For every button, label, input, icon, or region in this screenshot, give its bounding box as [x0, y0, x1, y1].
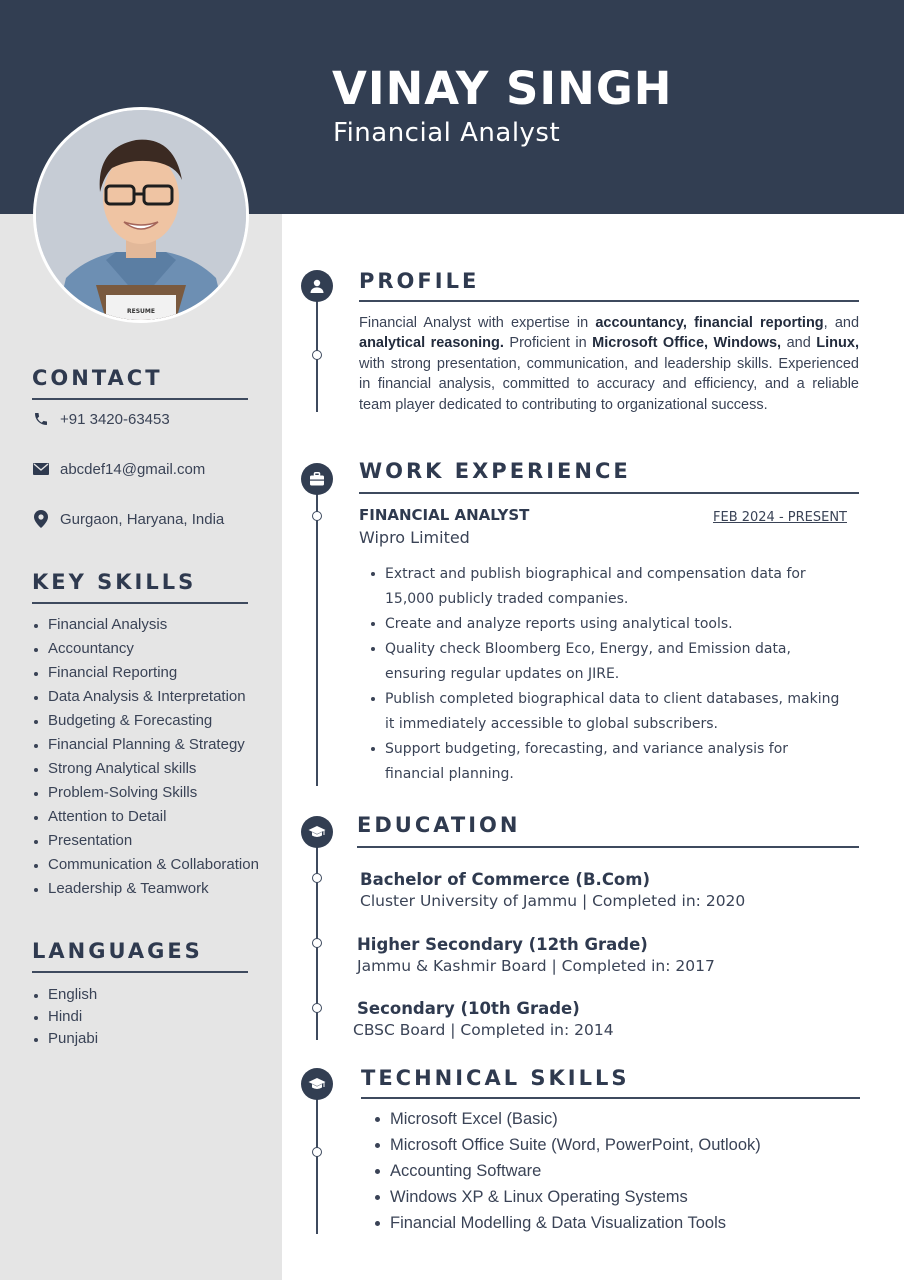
timeline-dot: [312, 1003, 322, 1013]
contact-phone[interactable]: [32, 410, 170, 428]
contact-location: [32, 510, 224, 528]
phone-icon: [32, 410, 50, 428]
language-item: Hindi: [32, 1008, 98, 1030]
key-skill-item: Communication & Collaboration: [32, 856, 259, 880]
profile-text-part: , and: [823, 315, 860, 331]
education-degree: Bachelor of Commerce (B.Com): [360, 870, 650, 889]
key-skill-item: Accountancy: [32, 640, 259, 664]
job-dates: FEB 2024 - PRESENT: [713, 510, 847, 525]
job-bullet: Create and analyze reports using analytical tools.: [369, 612, 849, 637]
language-item: English: [32, 986, 98, 1008]
key-skills-heading: KEY SKILLS: [32, 570, 197, 594]
key-skill-item: Financial Analysis: [32, 616, 259, 640]
job-position: FINANCIAL ANALYST: [359, 506, 530, 524]
location-pin-icon: [32, 510, 50, 528]
job-company: Wipro Limited: [359, 528, 470, 547]
technical-skills-heading: TECHNICAL SKILLS: [361, 1066, 630, 1090]
profile-text-bold: Linux,: [816, 335, 859, 352]
profile-photo: [33, 107, 249, 323]
key-skill-item: Strong Analytical skills: [32, 760, 259, 784]
timeline-line-work: [316, 478, 318, 786]
profile-text-part: and: [781, 335, 817, 352]
timeline-dot: [312, 938, 322, 948]
timeline-dot: [312, 511, 322, 521]
technical-skill-item: Microsoft Excel (Basic): [374, 1108, 761, 1134]
education-degree: Higher Secondary (12th Grade): [357, 935, 648, 954]
key-skill-item: Financial Reporting: [32, 664, 259, 688]
work-experience-heading: WORK EXPERIENCE: [359, 459, 631, 483]
candidate-name: VINAY SINGH: [332, 62, 673, 115]
job-title-subtitle: Financial Analyst: [333, 118, 561, 148]
graduation-cap-icon: [301, 1068, 333, 1100]
portrait-illustration: [36, 110, 246, 320]
education-degree: Secondary (10th Grade): [357, 999, 580, 1018]
job-responsibilities: [369, 562, 849, 787]
timeline-line-profile: [316, 286, 318, 412]
key-skill-item: Budgeting & Forecasting: [32, 712, 259, 736]
profile-text-part: Proficient in: [503, 335, 593, 352]
languages-heading: LANGUAGES: [32, 939, 203, 963]
technical-skill-item: Windows XP & Linux Operating Systems: [374, 1186, 761, 1212]
education-heading: EDUCATION: [357, 813, 521, 837]
graduation-cap-icon: [301, 816, 333, 848]
key-skills-divider: [32, 602, 248, 604]
timeline-line-technical: [316, 1084, 318, 1234]
key-skill-item: Problem-Solving Skills: [32, 784, 259, 808]
briefcase-icon: [301, 463, 333, 495]
education-detail: Jammu & Kashmir Board | Completed in: 2017: [357, 957, 715, 975]
contact-heading: CONTACT: [32, 366, 163, 390]
profile-text-bold: analytical reasoning.: [359, 335, 504, 352]
phone-text: +91 3420-63453: [60, 410, 170, 428]
education-detail: Cluster University of Jammu | Completed in: 2020: [360, 892, 746, 910]
job-bullet: Extract and publish biographical and compensation data for 15,000 publicly traded companies.: [369, 562, 849, 612]
person-icon: [301, 270, 333, 302]
technical-skill-item: Financial Modelling & Data Visualization Tools: [374, 1212, 761, 1238]
key-skills-list: [32, 616, 259, 904]
technical-skills-divider: [361, 1097, 860, 1099]
timeline-dot: [312, 873, 322, 883]
key-skill-item: Attention to Detail: [32, 808, 259, 832]
technical-skills-list: [374, 1108, 761, 1238]
profile-text-part: Financial Analyst with expertise in: [359, 315, 596, 331]
profile-summary: [359, 313, 859, 415]
contact-email[interactable]: [32, 460, 205, 478]
key-skill-item: Presentation: [32, 832, 259, 856]
email-text: abcdef14@gmail.com: [60, 460, 206, 478]
education-divider: [357, 846, 859, 848]
work-experience-divider: [359, 492, 859, 494]
email-icon: [32, 460, 50, 478]
key-skill-item: Leadership & Teamwork: [32, 880, 259, 904]
technical-skill-item: Accounting Software: [374, 1160, 761, 1186]
key-skill-item: Financial Planning & Strategy: [32, 736, 259, 760]
profile-heading: PROFILE: [359, 269, 480, 293]
job-bullet: Quality check Bloomberg Eco, Energy, and Emission data, ensuring regular updates on JIRE.: [369, 637, 849, 687]
location-text: Gurgaon, Haryana, India: [60, 510, 225, 528]
education-detail: CBSC Board | Completed in: 2014: [353, 1021, 614, 1039]
technical-skill-item: Microsoft Office Suite (Word, PowerPoint, Outlook): [374, 1134, 761, 1160]
timeline-dot: [312, 350, 322, 360]
resume-badge-text: RESUME: [127, 308, 155, 315]
timeline-dot: [312, 1147, 322, 1157]
profile-text-part: with strong presentation, communication, and leadership skills. Experienced in financial analysis, committed to accuracy and efficiency, and a reliable team player dedicated to contributing to organizational success.: [359, 355, 859, 413]
languages-divider: [32, 971, 248, 973]
job-bullet: Support budgeting, forecasting, and variance analysis for financial planning.: [369, 737, 849, 787]
language-item: Punjabi: [32, 1030, 98, 1052]
profile-divider: [359, 300, 859, 302]
job-bullet: Publish completed biographical data to client databases, making it immediately accessible to global subscribers.: [369, 687, 849, 737]
profile-text-bold: accountancy, financial reporting: [595, 315, 824, 331]
languages-list: [32, 986, 98, 1052]
contact-divider: [32, 398, 248, 400]
key-skill-item: Data Analysis & Interpretation: [32, 688, 259, 712]
profile-text-bold: Microsoft Office, Windows,: [592, 335, 782, 352]
